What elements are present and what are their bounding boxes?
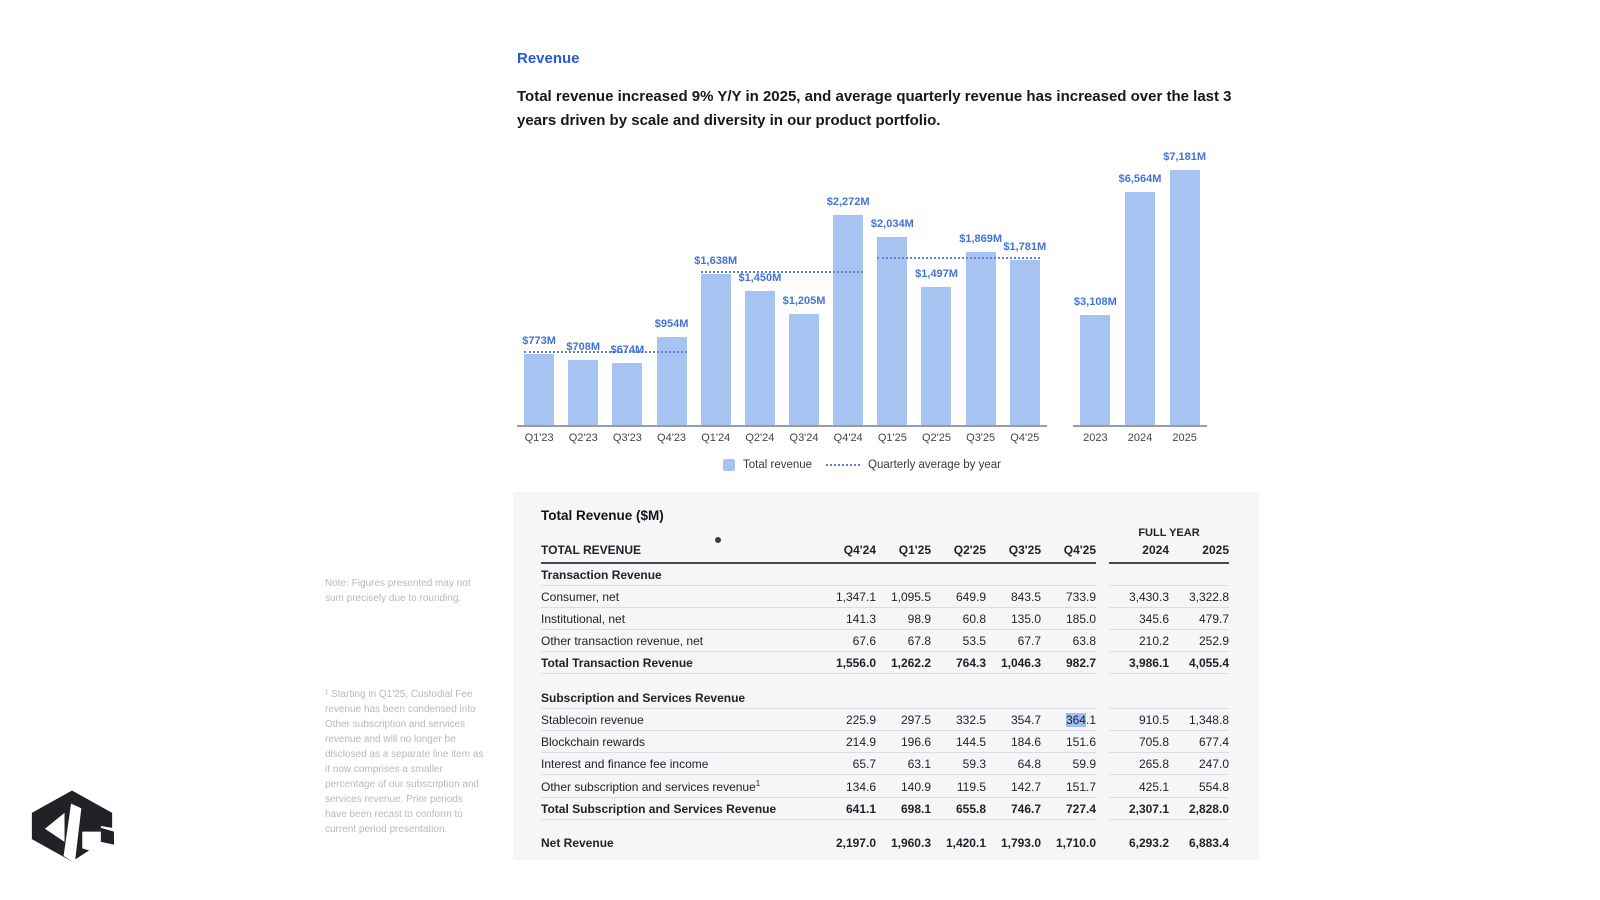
custodial-fee-footnote: ¹ Starting in Q1'25, Custodial Fee revenue has been condensed into Other subscription and services revenue and will no longer be disclosed as a separate line item as it now comprises a smaller percentage of our subscription and services revenue. Prior periods have been recast to conform to current period presentation. bbox=[325, 689, 484, 835]
cell: 1,710.0 bbox=[1055, 836, 1096, 850]
bar-group-Q2'25 bbox=[914, 150, 958, 444]
bar-group-2025 bbox=[1162, 150, 1207, 444]
bar bbox=[966, 252, 996, 425]
rounding-note: Note: Figures presented may not sum precisely due to rounding. bbox=[325, 578, 471, 604]
cell: 2,828.0 bbox=[1169, 797, 1229, 819]
bar-value-label: $3,108M bbox=[1073, 295, 1117, 308]
bar bbox=[612, 363, 642, 425]
cell bbox=[986, 687, 1041, 709]
row-label: Other subscription and services revenue$^1$ bbox=[541, 774, 821, 797]
cell: 982.7 bbox=[1041, 652, 1096, 674]
cell: 184.6 bbox=[986, 730, 1041, 752]
cell: 142.7 bbox=[986, 774, 1041, 797]
cell: 141.3 bbox=[821, 608, 876, 630]
cell: 265.8 bbox=[1109, 752, 1169, 774]
page-subtitle: Total revenue increased 9% Y/Y in 2025, and average quarterly revenue has increased over the last 3 years driven by scale and diversity in our product portfolio. bbox=[517, 88, 1232, 129]
bar-value-label: $1,497M bbox=[915, 267, 958, 280]
cell: 764.3 bbox=[931, 652, 986, 674]
bar-group-Q1'25 bbox=[870, 150, 914, 444]
bar-value-label: $708M bbox=[566, 340, 601, 353]
cursor-dot bbox=[715, 537, 721, 543]
row-label: Other transaction revenue, net bbox=[541, 630, 821, 652]
axis-label: Q3'23 bbox=[612, 432, 642, 444]
cell: 210.2 bbox=[1109, 630, 1169, 652]
cell: 214.9 bbox=[821, 730, 876, 752]
row-label: Consumer, net bbox=[541, 586, 821, 608]
bar-value-label: $954M bbox=[654, 317, 689, 330]
row-label: Total Transaction Revenue bbox=[541, 652, 821, 674]
full-year-group-header bbox=[541, 525, 1229, 539]
bar bbox=[524, 354, 554, 426]
full-year-label: FULL YEAR bbox=[1138, 527, 1200, 539]
cell: 479.7 bbox=[1169, 608, 1229, 630]
cell: 60.8 bbox=[931, 608, 986, 630]
cell: 364.1 bbox=[1041, 708, 1096, 730]
axis-label: 2023 bbox=[1083, 432, 1108, 444]
cell bbox=[1169, 563, 1229, 586]
cell: 59.3 bbox=[931, 752, 986, 774]
cell bbox=[931, 563, 986, 586]
cell: 3,322.8 bbox=[1169, 586, 1229, 608]
cell: 746.7 bbox=[986, 797, 1041, 819]
bar-group-2024 bbox=[1118, 150, 1163, 444]
cell: 2,307.1 bbox=[1109, 797, 1169, 819]
bar-value-label: $773M bbox=[522, 334, 556, 347]
cell: 677.4 bbox=[1169, 730, 1229, 752]
cell: 151.7 bbox=[1041, 774, 1096, 797]
cell bbox=[1109, 563, 1169, 586]
table-row bbox=[541, 832, 1229, 853]
cell: 1,046.3 bbox=[986, 652, 1041, 674]
bar bbox=[745, 291, 775, 425]
cell: 59.9 bbox=[1041, 752, 1096, 774]
cell: 119.5 bbox=[931, 774, 986, 797]
bar-value-label: $2,034M bbox=[870, 217, 914, 230]
axis-label: 2025 bbox=[1172, 432, 1197, 444]
legend-quarterly-average bbox=[826, 459, 1001, 471]
legend-swatch-icon bbox=[723, 459, 735, 471]
cell: 425.1 bbox=[1109, 774, 1169, 797]
column-header: 2025 bbox=[1169, 539, 1229, 563]
cell: 297.5 bbox=[876, 708, 931, 730]
axis-label: Q1'24 bbox=[701, 432, 731, 444]
row-label: Institutional, net bbox=[541, 608, 821, 630]
company-logo-icon bbox=[30, 788, 114, 869]
column-header: Q1'25 bbox=[876, 539, 931, 563]
table-row bbox=[541, 708, 1229, 730]
bar-value-label: $674M bbox=[610, 343, 645, 356]
axis-label: Q2'25 bbox=[921, 432, 951, 444]
page-title: Revenue bbox=[517, 50, 580, 67]
table-row bbox=[541, 586, 1229, 608]
cell: 1,347.1 bbox=[821, 586, 876, 608]
cell: 67.7 bbox=[986, 630, 1041, 652]
cell bbox=[876, 687, 931, 709]
bar-group-Q4'24 bbox=[826, 150, 870, 444]
cell: 332.5 bbox=[931, 708, 986, 730]
average-line-2023 bbox=[524, 351, 687, 353]
cell: 1,793.0 bbox=[1000, 836, 1041, 850]
cell bbox=[1169, 687, 1229, 709]
cell: 135.0 bbox=[986, 608, 1041, 630]
cell bbox=[1109, 687, 1169, 709]
table-row bbox=[541, 563, 1229, 586]
yearly-bars bbox=[1073, 150, 1207, 444]
bar bbox=[921, 287, 951, 426]
axis-label: Q2'23 bbox=[568, 432, 598, 444]
table-row bbox=[541, 687, 1229, 709]
selected-text: 364 bbox=[1065, 712, 1086, 727]
column-header: Q3'25 bbox=[986, 539, 1041, 563]
cell: 3,986.1 bbox=[1109, 652, 1169, 674]
axis-label: Q2'24 bbox=[745, 432, 775, 444]
cell bbox=[821, 563, 876, 586]
cell: 64.8 bbox=[986, 752, 1041, 774]
cell: 3,430.3 bbox=[1109, 586, 1169, 608]
bar-group-Q3'25 bbox=[959, 150, 1003, 444]
bar bbox=[1170, 170, 1200, 425]
cell: 2,197.0 bbox=[835, 836, 876, 850]
cell: 63.1 bbox=[876, 752, 931, 774]
revenue-table bbox=[541, 525, 1229, 853]
bar-value-label: $1,781M bbox=[1003, 241, 1047, 254]
cell bbox=[986, 563, 1041, 586]
bar-group-Q4'23 bbox=[649, 150, 693, 444]
bar-group-2023 bbox=[1073, 150, 1118, 444]
bar-value-label: $1,450M bbox=[738, 271, 782, 284]
axis-label: Q3'24 bbox=[789, 432, 819, 444]
column-header: Q2'25 bbox=[931, 539, 986, 563]
cell: 151.6 bbox=[1041, 730, 1096, 752]
bar-value-label: $7,181M bbox=[1163, 151, 1207, 164]
bar-group-Q3'24 bbox=[782, 150, 826, 444]
column-header: TOTAL REVENUE bbox=[541, 539, 821, 563]
bar-group-Q1'23 bbox=[517, 150, 561, 444]
cell: 727.4 bbox=[1041, 797, 1096, 819]
cell: 140.9 bbox=[876, 774, 931, 797]
cell bbox=[1041, 563, 1096, 586]
average-line-2025 bbox=[877, 257, 1040, 259]
cell: 554.8 bbox=[1169, 774, 1229, 797]
table-title: Total Revenue ($M) bbox=[541, 508, 664, 523]
table-gap-row bbox=[541, 674, 1229, 687]
cell: 65.7 bbox=[821, 752, 876, 774]
cell: 196.6 bbox=[876, 730, 931, 752]
revenue-table-panel bbox=[513, 492, 1259, 860]
bar bbox=[789, 314, 819, 426]
cell bbox=[1041, 687, 1096, 709]
cell: 1,420.1 bbox=[945, 836, 986, 850]
legend-label: Total revenue bbox=[743, 459, 813, 471]
bar bbox=[657, 337, 687, 425]
table-row bbox=[541, 608, 1229, 630]
quarterly-bars bbox=[517, 150, 1047, 444]
revenue-bar-chart bbox=[517, 150, 1207, 444]
cell: 1,348.8 bbox=[1169, 708, 1229, 730]
cell: 910.5 bbox=[1109, 708, 1169, 730]
bar bbox=[877, 237, 907, 425]
bar-value-label: $1,638M bbox=[694, 254, 738, 267]
bar-value-label: $1,869M bbox=[959, 233, 1003, 246]
cell: 698.1 bbox=[876, 797, 931, 819]
cell: 705.8 bbox=[1109, 730, 1169, 752]
axis-label: Q4'23 bbox=[657, 432, 687, 444]
row-label: Net Revenue bbox=[541, 836, 614, 850]
bar bbox=[1080, 315, 1110, 425]
cell: 185.0 bbox=[1041, 608, 1096, 630]
bar-group-Q2'23 bbox=[561, 150, 605, 444]
cell: 641.1 bbox=[821, 797, 876, 819]
axis-label: Q3'25 bbox=[966, 432, 996, 444]
cell: 67.6 bbox=[821, 630, 876, 652]
cell: 247.0 bbox=[1169, 752, 1229, 774]
row-label: Blockchain rewards bbox=[541, 730, 821, 752]
cell bbox=[931, 687, 986, 709]
row-label: Stablecoin revenue bbox=[541, 708, 821, 730]
legend-total-revenue bbox=[723, 459, 812, 471]
cell: 1,556.0 bbox=[821, 652, 876, 674]
axis-label: 2024 bbox=[1127, 432, 1153, 444]
cell: 225.9 bbox=[821, 708, 876, 730]
table-row bbox=[541, 730, 1229, 752]
bar bbox=[1010, 260, 1040, 425]
row-label: Interest and finance fee income bbox=[541, 752, 821, 774]
cell: 144.5 bbox=[931, 730, 986, 752]
chart-legend bbox=[517, 459, 1207, 471]
row-label: Transaction Revenue bbox=[541, 563, 821, 586]
bar-group-Q2'24 bbox=[738, 150, 782, 444]
cell: 649.9 bbox=[931, 586, 986, 608]
cell: 6,883.4 bbox=[1188, 836, 1229, 850]
cell: 1,960.3 bbox=[890, 836, 931, 850]
axis-label: Q4'25 bbox=[1010, 432, 1040, 444]
bar bbox=[701, 274, 731, 426]
cell: 843.5 bbox=[986, 586, 1041, 608]
table-row bbox=[541, 630, 1229, 652]
table-row bbox=[541, 797, 1229, 819]
table-row bbox=[541, 652, 1229, 674]
cell: 655.8 bbox=[931, 797, 986, 819]
table-row bbox=[541, 774, 1229, 797]
axis-label: Q1'23 bbox=[524, 432, 554, 444]
cell: 1,262.2 bbox=[876, 652, 931, 674]
bar bbox=[568, 360, 598, 426]
table-row bbox=[541, 752, 1229, 774]
column-header: Q4'25 bbox=[1041, 539, 1096, 563]
column-header: 2024 bbox=[1109, 539, 1169, 563]
row-label: Total Subscription and Services Revenue bbox=[541, 797, 821, 819]
cell: 252.9 bbox=[1169, 630, 1229, 652]
axis-label: Q4'24 bbox=[833, 432, 863, 444]
cell: 134.6 bbox=[821, 774, 876, 797]
row-label: Subscription and Services Revenue bbox=[541, 687, 821, 709]
cell bbox=[821, 687, 876, 709]
cell: 345.6 bbox=[1109, 608, 1169, 630]
axis-label: Q1'25 bbox=[877, 432, 907, 444]
legend-dotted-line-icon bbox=[826, 464, 860, 466]
bar bbox=[833, 215, 863, 425]
cell: 1,095.5 bbox=[876, 586, 931, 608]
cell: 4,055.4 bbox=[1169, 652, 1229, 674]
bar-group-Q4'25 bbox=[1003, 150, 1047, 444]
table-header-row bbox=[541, 539, 1229, 563]
average-line-2024 bbox=[701, 271, 864, 273]
bar-group-Q3'23 bbox=[605, 150, 649, 444]
legend-label: Quarterly average by year bbox=[868, 459, 1001, 471]
bar-group-Q1'24 bbox=[694, 150, 738, 444]
bar-value-label: $6,564M bbox=[1118, 173, 1162, 186]
cell: 53.5 bbox=[931, 630, 986, 652]
cell: 6,293.2 bbox=[1128, 836, 1169, 850]
bar-value-label: $1,205M bbox=[782, 294, 826, 307]
bar-value-label: $2,272M bbox=[826, 195, 870, 208]
cell: 63.8 bbox=[1041, 630, 1096, 652]
cell: 354.7 bbox=[986, 708, 1041, 730]
column-header: Q4'24 bbox=[821, 539, 876, 563]
cell: 733.9 bbox=[1041, 586, 1096, 608]
cell bbox=[876, 563, 931, 586]
cell: 98.9 bbox=[876, 608, 931, 630]
bar bbox=[1125, 192, 1155, 425]
table-gap-row bbox=[541, 819, 1229, 832]
cell: 67.8 bbox=[876, 630, 931, 652]
